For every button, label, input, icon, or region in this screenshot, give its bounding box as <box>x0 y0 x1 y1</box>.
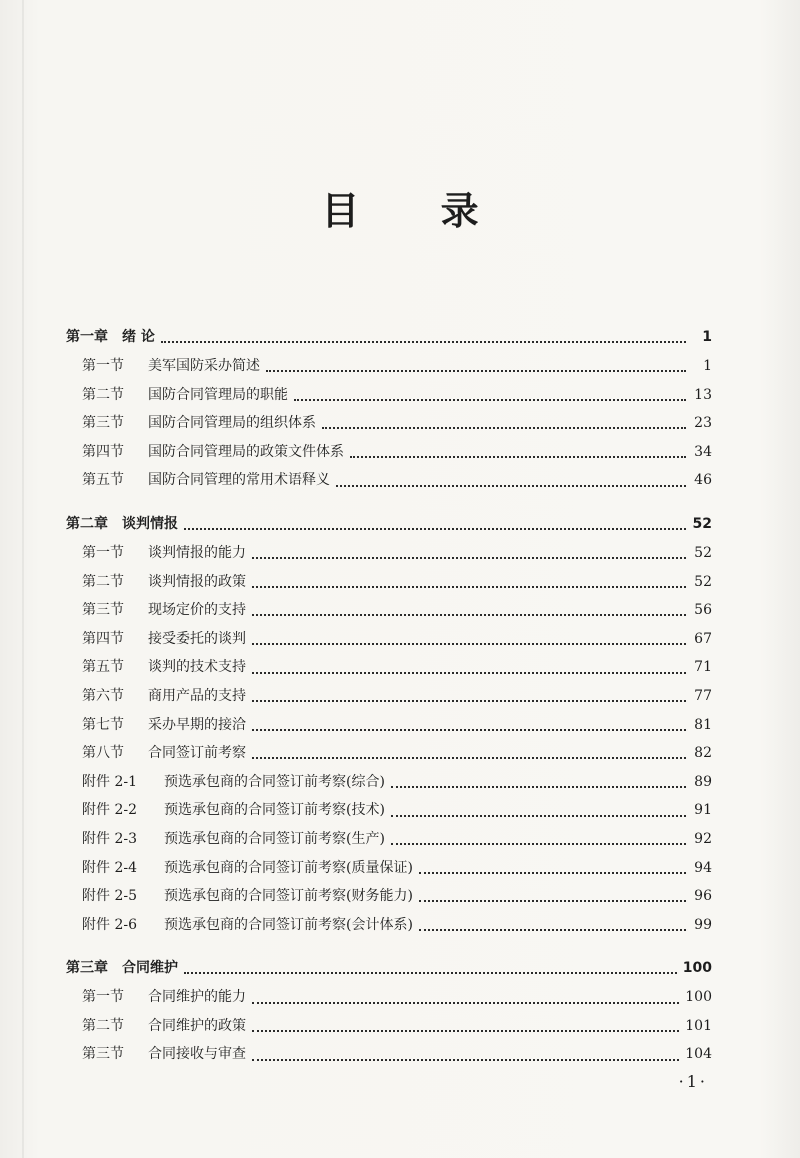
leader-dots <box>391 829 686 845</box>
section-number: 第二节 <box>82 386 124 403</box>
section-page: 46 <box>694 472 712 489</box>
section-number: 第二节 <box>82 573 124 590</box>
leader-dots <box>336 471 686 487</box>
section-title: 采办早期的接洽 <box>148 716 246 733</box>
toc-attachment-row[interactable] <box>66 768 712 797</box>
section-page: 52 <box>694 573 712 590</box>
section-title: 国防合同管理局的职能 <box>148 386 288 403</box>
section-number: 第六节 <box>82 687 124 704</box>
attachment-title: 预选承包商的合同签订前考察(综合) <box>164 773 385 790</box>
leader-dots <box>419 915 686 931</box>
leader-dots <box>252 543 686 559</box>
section-title: 谈判情报的能力 <box>148 544 246 561</box>
section-number: 第七节 <box>82 716 124 733</box>
section-title: 合同接收与审查 <box>148 1046 246 1063</box>
toc-attachment-row[interactable] <box>66 854 712 883</box>
section-number: 第三节 <box>82 1046 124 1063</box>
chapter-number: 第二章 <box>66 515 108 532</box>
leader-dots <box>391 772 686 788</box>
leader-dots <box>322 413 686 429</box>
section-page: 23 <box>694 415 712 432</box>
section-number: 第五节 <box>82 472 124 489</box>
chapter-number: 第三章 <box>66 960 108 977</box>
leader-dots <box>419 886 686 902</box>
toc-section-row[interactable] <box>66 983 712 1012</box>
toc-chapter <box>66 953 712 1069</box>
section-page: 81 <box>694 716 712 733</box>
section-title: 谈判情报的政策 <box>148 573 246 590</box>
section-title: 合同签订前考察 <box>148 745 246 762</box>
section-title: 现场定价的支持 <box>148 602 246 619</box>
section-number: 第一节 <box>82 989 124 1006</box>
attachment-page: 92 <box>694 830 712 847</box>
toc-section-row[interactable] <box>66 352 712 381</box>
section-title: 国防合同管理局的政策文件体系 <box>148 443 344 460</box>
section-title: 合同维护的能力 <box>148 989 246 1006</box>
section-number: 第一节 <box>82 358 124 374</box>
chapter-page: 52 <box>692 515 712 532</box>
toc-attachment-row[interactable] <box>66 796 712 825</box>
toc-chapter <box>66 322 712 495</box>
section-number: 第八节 <box>82 745 124 762</box>
leader-dots <box>252 1045 679 1061</box>
leader-dots <box>266 356 686 372</box>
toc-chapter-row[interactable] <box>66 953 712 983</box>
toc-section-row[interactable] <box>66 711 712 740</box>
toc-attachment-row[interactable] <box>66 911 712 940</box>
toc-section-row[interactable] <box>66 653 712 682</box>
leader-dots <box>184 958 677 974</box>
attachment-title: 预选承包商的合同签订前考察(技术) <box>164 802 385 819</box>
section-page: 71 <box>694 659 712 676</box>
attachment-number: 附件 2-1 <box>82 773 137 790</box>
leader-dots <box>252 715 686 731</box>
chapter-title: 谈判情报 <box>122 515 178 532</box>
leader-dots <box>161 327 686 343</box>
toc-section-row[interactable] <box>66 1040 712 1069</box>
toc-chapter-row[interactable] <box>66 509 712 539</box>
section-title: 接受委托的谈判 <box>148 630 246 647</box>
section-title: 美军国防采办简述 <box>148 358 260 374</box>
attachment-page: 99 <box>694 916 712 933</box>
section-page: 52 <box>694 544 712 561</box>
section-number: 第四节 <box>82 443 124 460</box>
attachment-number: 附件 2-2 <box>82 802 137 819</box>
attachment-title: 预选承包商的合同签订前考察(会计体系) <box>164 916 413 933</box>
attachment-title: 预选承包商的合同签订前考察(生产) <box>164 830 385 847</box>
leader-dots <box>252 1016 679 1032</box>
section-title: 谈判的技术支持 <box>148 659 246 676</box>
toc-section-row[interactable] <box>66 438 712 467</box>
attachment-number: 附件 2-3 <box>82 830 137 847</box>
section-page: 77 <box>694 687 712 704</box>
leader-dots <box>294 385 686 401</box>
toc-section-row[interactable] <box>66 625 712 654</box>
chapter-title: 绪 论 <box>122 329 155 345</box>
leader-dots <box>252 743 686 759</box>
section-page: 13 <box>694 386 712 403</box>
page-spine-shadow <box>22 0 24 1158</box>
section-number: 第五节 <box>82 659 124 676</box>
attachment-page: 96 <box>694 888 712 905</box>
attachment-page: 94 <box>694 859 712 876</box>
toc-chapter <box>66 509 712 939</box>
toc-chapter-row[interactable] <box>66 322 712 352</box>
leader-dots <box>252 658 686 674</box>
leader-dots <box>252 988 679 1004</box>
page-title: 目 录 <box>321 189 513 233</box>
toc-section-row[interactable] <box>66 381 712 410</box>
chapter-title: 合同维护 <box>122 960 178 977</box>
attachment-number: 附件 2-6 <box>82 916 137 933</box>
section-page: 67 <box>694 630 712 647</box>
section-page: 34 <box>694 443 712 460</box>
toc-section-row[interactable] <box>66 568 712 597</box>
toc-section-row[interactable] <box>66 682 712 711</box>
section-title: 商用产品的支持 <box>148 687 246 704</box>
leader-dots <box>252 686 686 702</box>
attachment-page: 91 <box>694 802 712 819</box>
section-page: 82 <box>694 745 712 762</box>
toc-section-row[interactable] <box>66 539 712 568</box>
section-title: 合同维护的政策 <box>148 1017 246 1034</box>
section-page: 1 <box>703 358 712 374</box>
toc-section-row[interactable] <box>66 466 712 495</box>
section-page: 56 <box>694 602 712 619</box>
leader-dots <box>184 514 686 530</box>
leader-dots <box>391 801 686 817</box>
section-number: 第三节 <box>82 415 124 432</box>
toc-section-row[interactable] <box>66 1012 712 1041</box>
attachment-title: 预选承包商的合同签订前考察(财务能力) <box>164 888 413 905</box>
attachment-number: 附件 2-5 <box>82 888 137 905</box>
attachment-number: 附件 2-4 <box>82 859 137 876</box>
section-title: 国防合同管理的常用术语释义 <box>148 472 330 489</box>
section-title: 国防合同管理局的组织体系 <box>148 415 316 432</box>
leader-dots <box>252 629 686 645</box>
attachment-page: 89 <box>694 773 712 790</box>
section-page: 100 <box>685 989 712 1006</box>
attachment-title: 预选承包商的合同签订前考察(质量保证) <box>164 859 413 876</box>
page-number: ·1· <box>678 1072 708 1091</box>
toc-section-row[interactable] <box>66 409 712 438</box>
toc-section-row[interactable] <box>66 739 712 768</box>
leader-dots <box>419 858 686 874</box>
section-page: 104 <box>685 1046 712 1063</box>
section-number: 第一节 <box>82 544 124 561</box>
chapter-page: 1 <box>702 329 712 345</box>
leader-dots <box>252 572 686 588</box>
section-page: 101 <box>685 1017 712 1034</box>
chapter-number: 第一章 <box>66 329 108 345</box>
table-of-contents <box>66 322 712 1069</box>
section-number: 第二节 <box>82 1017 124 1034</box>
leader-dots <box>350 442 686 458</box>
chapter-page: 100 <box>682 960 712 977</box>
toc-section-row[interactable] <box>66 596 712 625</box>
toc-attachment-row[interactable] <box>66 825 712 854</box>
section-number: 第三节 <box>82 602 124 619</box>
toc-attachment-row[interactable] <box>66 882 712 911</box>
section-number: 第四节 <box>82 630 124 647</box>
leader-dots <box>252 600 686 616</box>
